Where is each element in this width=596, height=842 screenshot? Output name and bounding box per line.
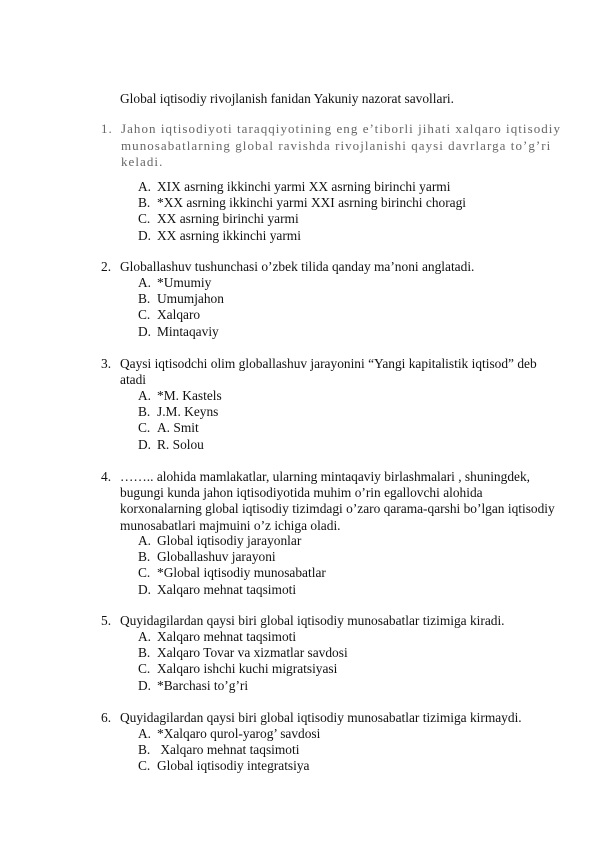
option-text: *Xalqaro qurol-yarog’ savdosi	[157, 726, 321, 741]
question-6	[101, 710, 561, 726]
option-letter: D.	[138, 436, 152, 452]
option-letter: B.	[138, 195, 151, 211]
option-d	[138, 678, 348, 694]
option-letter: A.	[138, 726, 152, 741]
option-text: Xalqaro mehnat taqsimoti	[157, 742, 300, 758]
option-text: Umumjahon	[157, 291, 224, 307]
option-text: XX asrning ikkinchi yarmi	[157, 227, 301, 243]
option-text: Global iqtisodiy jarayonlar	[157, 533, 302, 548]
option-text: Mintaqaviy	[157, 323, 219, 339]
option-text: XX asrning birinchi yarmi	[157, 211, 299, 227]
question-4	[101, 469, 561, 534]
option-b	[138, 404, 222, 420]
question-1	[101, 121, 561, 171]
options-list	[138, 179, 466, 244]
question-number: 4.	[101, 469, 112, 484]
option-letter: D.	[138, 323, 152, 339]
option-a	[138, 179, 466, 195]
option-letter: A.	[138, 388, 152, 403]
option-letter: D.	[138, 581, 152, 597]
question-5	[101, 613, 561, 629]
question-2	[101, 259, 561, 275]
option-b	[138, 645, 348, 661]
option-a	[138, 629, 348, 645]
option-letter: B.	[138, 291, 151, 307]
option-text: Xalqaro ishchi kuchi migratsiyasi	[157, 661, 338, 677]
option-text: *M. Kastels	[157, 388, 222, 403]
question-text: Qaysi iqtisodchi olim globallashuv jarayonini “Yangi kapitalistik iqtisod” deb atadi	[120, 356, 537, 388]
option-d	[138, 324, 224, 340]
option-a	[138, 533, 326, 549]
option-d	[138, 228, 466, 244]
option-b	[138, 195, 466, 211]
options-list	[138, 388, 222, 453]
option-text: Xalqaro mehnat taqsimoti	[157, 581, 297, 597]
option-text: J.M. Keyns	[157, 404, 219, 420]
option-letter: A.	[138, 533, 152, 548]
option-letter: B.	[138, 404, 151, 420]
option-text: R. Solou	[157, 436, 204, 452]
option-c	[138, 307, 224, 323]
option-letter: C.	[138, 758, 151, 774]
option-a	[138, 726, 320, 742]
question-3	[101, 356, 561, 388]
option-text: *Umumiy	[157, 275, 212, 290]
option-letter: D.	[138, 677, 152, 693]
option-letter: A.	[138, 179, 152, 194]
question-text: Quyidagilardan qaysi biri global iqtisodiy munosabatlar tizimiga kiradi.	[120, 613, 505, 628]
option-text: Xalqaro mehnat taqsimoti	[157, 629, 297, 644]
option-letter: C.	[138, 565, 151, 581]
question-number: 3.	[101, 356, 112, 371]
option-text: *XX asrning ikkinchi yarmi XXI asrning birinchi choragi	[157, 195, 467, 211]
option-text: Globallashuv jarayoni	[157, 549, 276, 565]
options-list	[138, 533, 326, 598]
question-text: …….. alohida mamlakatlar, ularning mintaqaviy birlashmalari , shuningdek, bugungi kunda jahon iqtisodiyotida muhim o’rin egallovchi alohida korxonalarning global iqtisodiy tizimdagi o’zaro qarama-qarshi bo’lgan iqtisodiy munosabatlari majmuini o’z ichiga oladi.	[120, 469, 555, 533]
option-text: A. Smit	[157, 420, 199, 436]
option-text: XIX asrning ikkinchi yarmi XX asrning birinchi yarmi	[157, 179, 451, 194]
options-list	[138, 726, 320, 775]
question-text: Globallashuv tushunchasi o’zbek tilida qanday ma’noni anglatadi.	[120, 259, 475, 274]
option-c	[138, 420, 222, 436]
option-letter: B.	[138, 742, 151, 758]
option-letter: A.	[138, 275, 152, 290]
option-letter: C.	[138, 420, 151, 436]
options-list	[138, 275, 224, 340]
question-text: Quyidagilardan qaysi biri global iqtisodiy munosabatlar tizimiga kirmaydi.	[120, 710, 522, 725]
option-letter: A.	[138, 629, 152, 644]
question-number: 5.	[101, 613, 112, 628]
question-text: Jahon iqtisodiyoti taraqqiyotining eng e’tiborli jihati xalqaro iqtisodiy munosabatlarning global ravishda rivojlanishi qaysi davrlarga to’g’ri keladi.	[121, 121, 562, 169]
option-letter: B.	[138, 645, 151, 661]
option-text: Global iqtisodiy integratsiya	[157, 758, 310, 774]
option-b	[138, 742, 320, 758]
question-number: 1.	[101, 121, 113, 136]
document-title: Global iqtisodiy rivojlanish fanidan Yakuniy nazorat savollari.	[120, 91, 454, 106]
option-letter: C.	[138, 307, 151, 323]
option-c	[138, 661, 348, 677]
option-letter: D.	[138, 227, 152, 243]
option-text: Xalqaro	[157, 307, 201, 323]
option-text: *Global iqtisodiy munosabatlar	[157, 565, 326, 581]
option-letter: B.	[138, 549, 151, 565]
option-c	[138, 211, 466, 227]
option-text: *Barchasi to’g’ri	[157, 677, 249, 693]
option-d	[138, 582, 326, 598]
option-d	[138, 437, 222, 453]
option-b	[138, 549, 326, 565]
option-b	[138, 291, 224, 307]
option-c	[138, 758, 320, 774]
option-a	[138, 275, 224, 291]
option-letter: C.	[138, 211, 151, 227]
option-c	[138, 565, 326, 581]
question-number: 2.	[101, 259, 112, 274]
option-a	[138, 388, 222, 404]
question-number: 6.	[101, 710, 112, 725]
option-letter: C.	[138, 661, 151, 677]
options-list	[138, 629, 348, 694]
option-text: Xalqaro Tovar va xizmatlar savdosi	[157, 645, 348, 661]
